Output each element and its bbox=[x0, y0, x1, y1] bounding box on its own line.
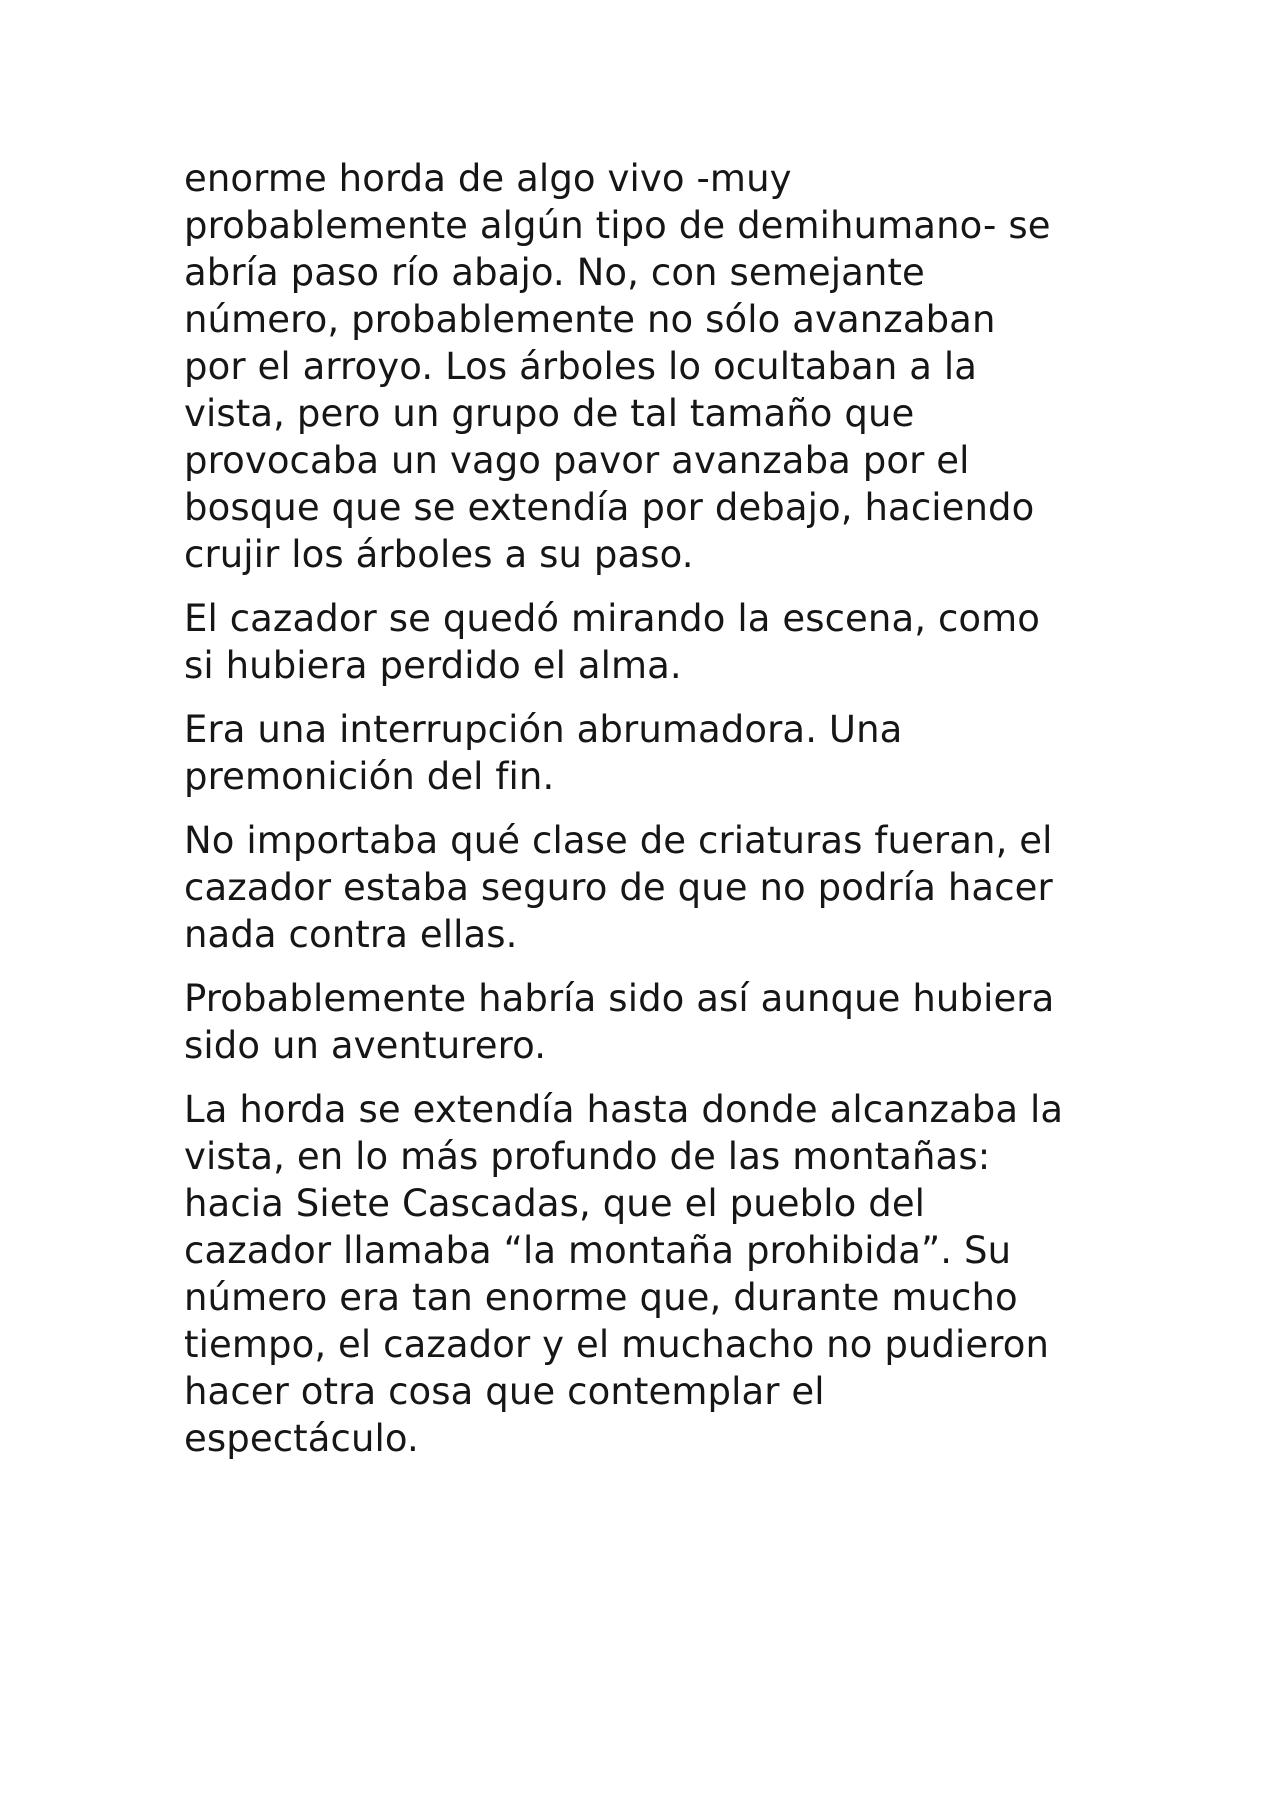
text-line: número era tan enorme que, durante mucho bbox=[184, 1276, 1018, 1319]
text-line: hacia Siete Cascadas, que el pueblo del bbox=[184, 1182, 926, 1225]
text-line: probablemente algún tipo de demihumano- se bbox=[184, 204, 1051, 247]
text-line: La horda se extendía hasta donde alcanzaba la bbox=[184, 1088, 1064, 1131]
paragraph-1 bbox=[184, 155, 1124, 578]
text-line: cazador estaba seguro de que no podría hacer bbox=[184, 866, 1053, 909]
text-line: nada contra ellas. bbox=[184, 913, 518, 956]
paragraph-2 bbox=[184, 595, 1124, 689]
text-line: espectáculo. bbox=[184, 1417, 419, 1460]
paragraph-6 bbox=[184, 1086, 1124, 1462]
text-line: No importaba qué clase de criaturas fueran, el bbox=[184, 819, 1053, 862]
text-line: tiempo, el cazador y el muchacho no pudieron bbox=[184, 1323, 1050, 1366]
text-line: crujir los árboles a su paso. bbox=[184, 533, 694, 576]
text-line: Era una interrupción abrumadora. Una bbox=[184, 708, 903, 751]
text-line: número, probablemente no sólo avanzaban bbox=[184, 298, 996, 341]
paragraph-3 bbox=[184, 706, 1124, 800]
text-line: El cazador se quedó mirando la escena, como bbox=[184, 597, 1041, 640]
text-line: Probablemente habría sido así aunque hubiera bbox=[184, 977, 1055, 1020]
text-line: vista, pero un grupo de tal tamaño que bbox=[184, 392, 915, 435]
paragraph-5 bbox=[184, 975, 1124, 1069]
text-line: si hubiera perdido el alma. bbox=[184, 644, 682, 687]
text-line: premonición del fin. bbox=[184, 755, 555, 798]
text-line: sido un aventurero. bbox=[184, 1024, 547, 1067]
text-line: enorme horda de algo vivo -muy bbox=[184, 157, 792, 200]
paragraph-4 bbox=[184, 817, 1124, 958]
text-line: bosque que se extendía por debajo, haciendo bbox=[184, 486, 1035, 529]
text-line: por el arroyo. Los árboles lo ocultaban a la bbox=[184, 345, 978, 388]
text-line: abría paso río abajo. No, con semejante bbox=[184, 251, 925, 294]
text-line: vista, en lo más profundo de las montañas: bbox=[184, 1135, 991, 1178]
text-line: hacer otra cosa que contemplar el bbox=[184, 1370, 825, 1413]
text-line: provocaba un vago pavor avanzaba por el bbox=[184, 439, 970, 482]
body-text bbox=[184, 155, 1124, 1479]
text-line: cazador llamaba “la montaña prohibida”. Su bbox=[184, 1229, 1012, 1272]
